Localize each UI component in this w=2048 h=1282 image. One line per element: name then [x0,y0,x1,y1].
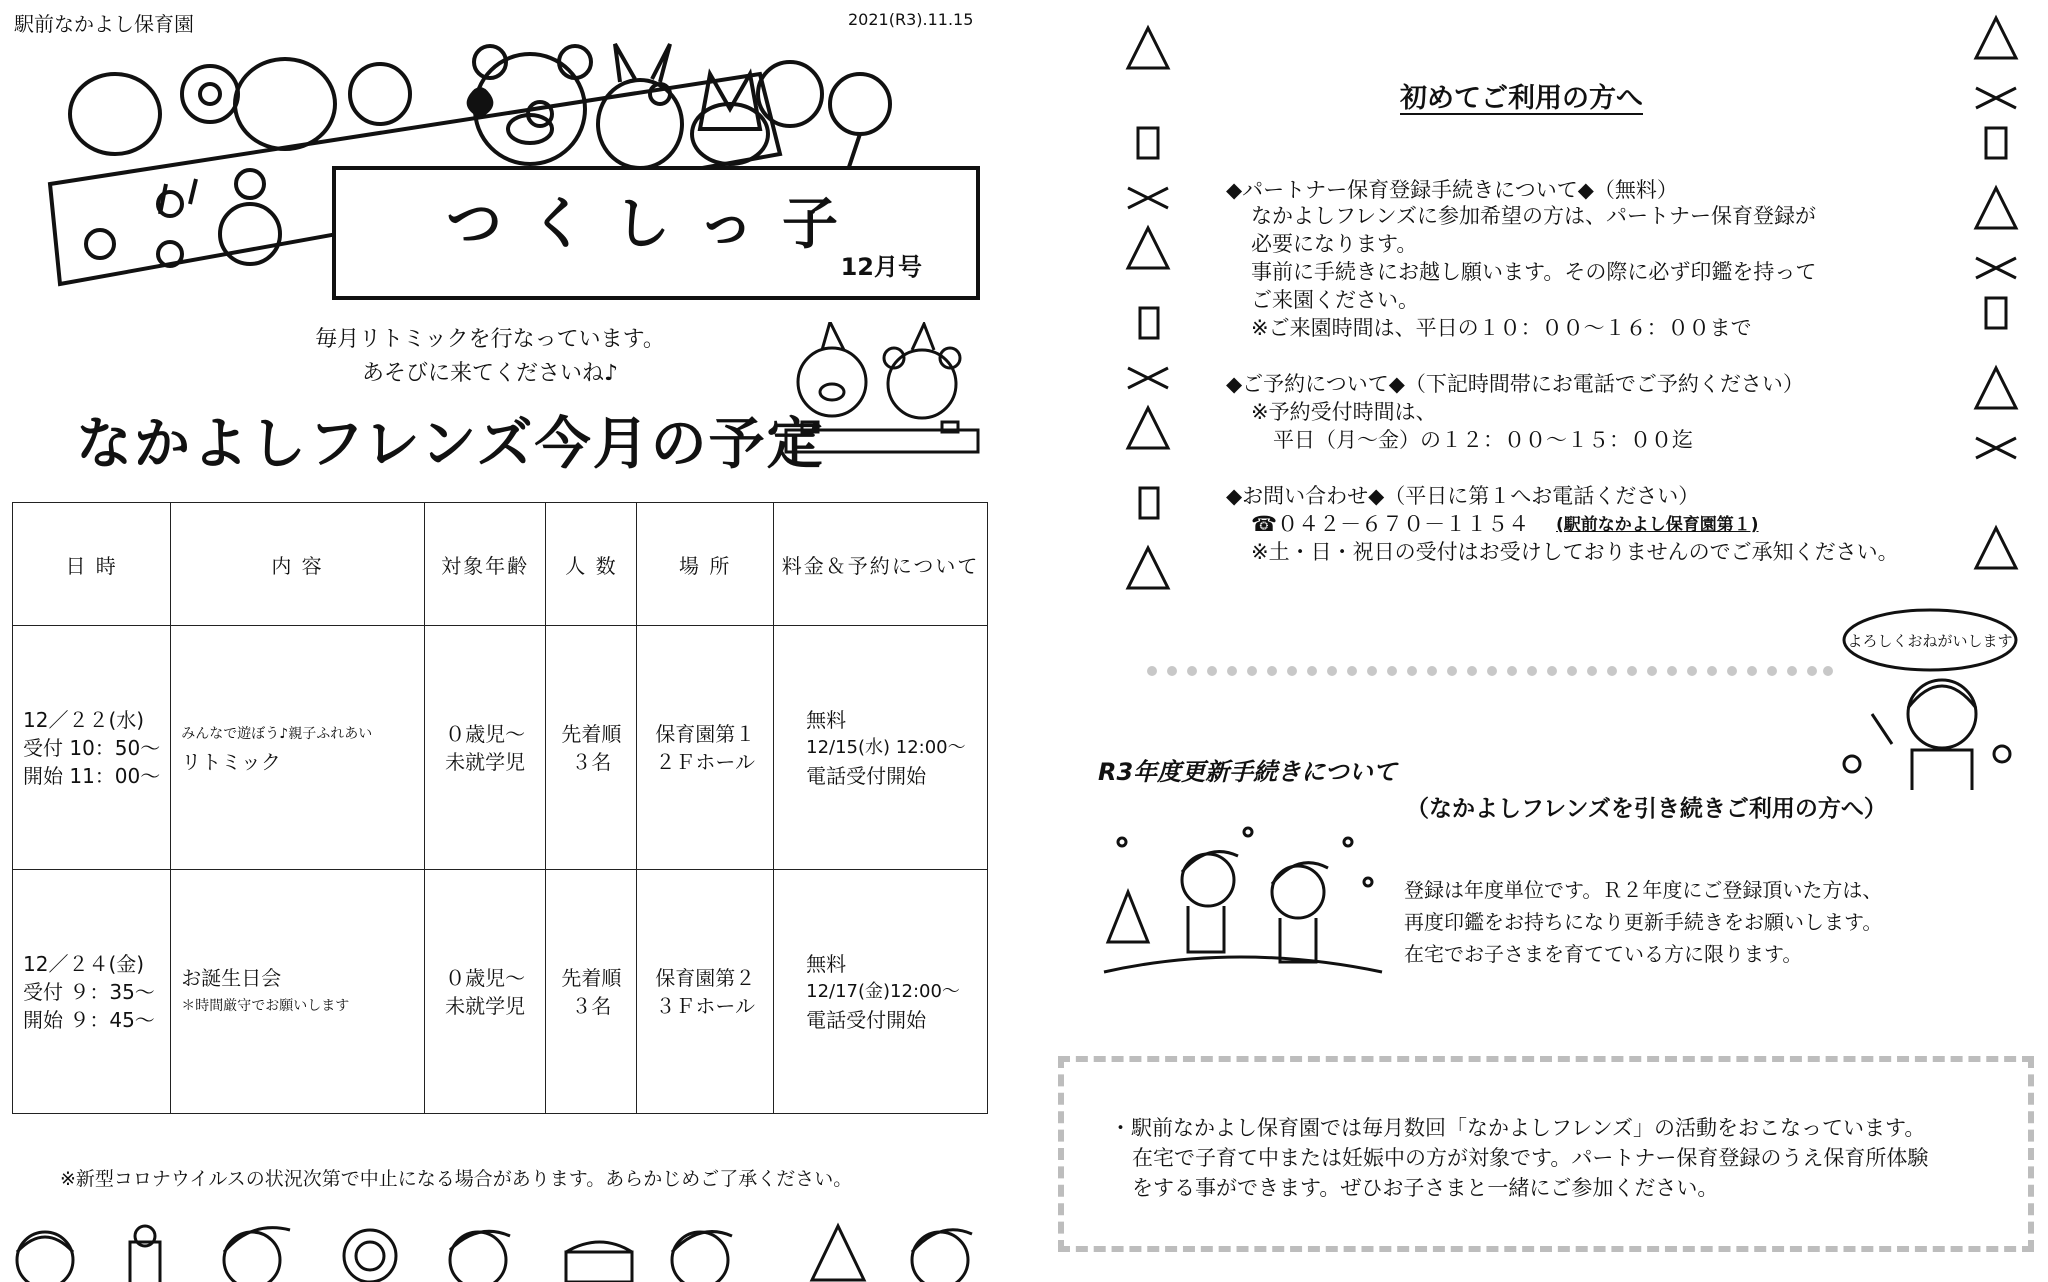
cell-content [171,870,424,1114]
cell-fee [774,626,988,870]
people-count: ３名 [571,749,612,774]
renewal-line: 在宅でお子さまを育てている方に限ります。 [1404,942,1803,966]
cell-age [424,626,546,870]
party-animals-illustration [782,322,982,462]
people-count: ３名 [571,993,612,1018]
header-place: 場 所 [637,503,774,626]
intro-line-1: 毎月リトミックを行なっています。 [315,327,665,352]
dotted-divider [1145,664,1835,678]
place-room: ３Ｆホール [655,993,756,1018]
header-content: 内 容 [171,503,424,626]
phone-number: ☎０４２－６７０－１１５４ [1251,512,1530,536]
decorative-faces-row [0,1222,1000,1282]
table-row [13,626,988,870]
reception-time: 受付 10：50～ [23,735,161,760]
info-line: 事前に手続きにお越し願います。その際に必ず印鑑を持って [1251,260,1817,284]
reservation-heading: ◆ご予約について◆（下記時間帯にお電話でご予約ください） [1226,372,1804,396]
fee-amount: 無料 [806,951,847,976]
intro-line-2: あそびに来てくださいね♪ [361,361,619,386]
greeting-illustration [1832,604,2022,790]
place-room: ２Ｆホール [655,749,756,774]
issue-month: 12月号 [840,253,922,281]
cell-content [171,626,424,870]
content-title: お誕生日会 [181,965,282,990]
header-age: 対象年齢 [424,503,546,626]
christmas-border-right [1966,8,2026,598]
organization-name: 駅前なかよし保育園 [14,12,194,36]
people-rule: 先着順 [561,965,622,990]
info-line: ※予約受付時間は、 [1251,400,1437,424]
table-header-row [13,503,988,626]
cell-people [546,870,637,1114]
header-people: 人 数 [546,503,637,626]
cancellation-note: ※新型コロナウイルスの状況次第で中止になる場合があります。あらかじめご了承ください。 [60,1168,853,1190]
info-line: 必要になります。 [1251,232,1418,256]
renewal-line: 登録は年度単位です。Ｒ２年度にご登録頂いた方は、 [1404,878,1883,902]
table-row [13,870,988,1114]
start-time: 開始 11：00～ [23,763,161,788]
schedule-title: なかよしフレンズ今月の予定 [76,412,825,477]
age-to: 未就学児 [445,993,526,1018]
newsletter-title-box [332,166,980,300]
info-line: なかよしフレンズに参加希望の方は、パートナー保育登録が [1251,204,1817,228]
phone-location: (駅前なかよし保育園第１) [1556,515,1759,535]
issue-date: 2021(R3).11.15 [848,10,974,29]
first-time-title: 初めてご利用の方へ [1400,83,1643,114]
cell-place [637,626,774,870]
people-rule: 先着順 [561,721,622,746]
age-from: ０歳児～ [445,965,526,990]
holiday-note: ※土・日・祝日の受付はお受けしておりませんのでご承知ください。 [1251,540,1899,564]
event-date: 12／２２(水) [23,707,145,732]
renewal-subtitle: （なかよしフレンズを引き続きご利用の方へ） [1406,796,1887,822]
cell-datetime [13,626,171,870]
cell-fee [774,870,988,1114]
start-time: 開始 ９：45～ [23,1007,155,1032]
booking-start: 12/17(金)12:00～ [806,980,960,1002]
christmas-border-left [1118,8,1178,598]
renewal-line: 再度印鑑をお持ちになり更新手続きをお願いします。 [1404,910,1883,934]
cell-people [546,626,637,870]
age-from: ０歳児～ [445,721,526,746]
header-fee: 料金＆予約について [774,503,988,626]
content-subtitle: ＊時間厳守でお願いします [181,997,350,1014]
age-to: 未就学児 [445,749,526,774]
newsletter-title: つくしっ子 [446,192,866,257]
booking-start: 12/15(水) 12:00～ [806,736,966,758]
activity-line: ・駅前なかよし保育園では毎月数回「なかよしフレンズ」の活動をおこなっています。 [1110,1116,1926,1140]
reservation-hours: 平日（月～金）の１２：００～１５：００迄 [1273,428,1693,452]
greeting-text: よろしくおねがいします [1847,632,2013,650]
renewal-title: R3年度更新手続きについて [1098,758,1397,786]
booking-method: 電話受付開始 [806,1007,927,1032]
reception-time: 受付 ９：35～ [23,979,155,1004]
content-subtitle: みんなで遊ぼう♪親子ふれあい [181,725,373,742]
header-datetime: 日 時 [13,503,171,626]
cell-place [637,870,774,1114]
cell-datetime [13,870,171,1114]
place-building: 保育園第１ [655,721,756,746]
activity-line: 在宅で子育て中または妊娠中の方が対象です。パートナー保育登録のうえ保育所体験 [1132,1146,1929,1170]
fee-amount: 無料 [806,707,847,732]
contact-heading: ◆お問い合わせ◆（平日に第１へお電話ください） [1226,484,1700,508]
event-date: 12／２４(金) [23,951,145,976]
info-line: ご来園ください。 [1251,288,1419,312]
partner-registration-heading: ◆パートナー保育登録手続きについて◆（無料） [1226,178,1678,202]
booking-method: 電話受付開始 [806,763,927,788]
place-building: 保育園第２ [655,965,756,990]
cell-age [424,870,546,1114]
schedule-table [12,502,988,1114]
content-title: リトミック [181,749,281,774]
activity-line: をする事ができます。ぜひお子さまと一緒にご参加ください。 [1132,1176,1719,1200]
snow-children-illustration [1098,822,1388,982]
visit-hours: ※ご来園時間は、平日の１０：００～１６：００まで [1251,316,1752,340]
